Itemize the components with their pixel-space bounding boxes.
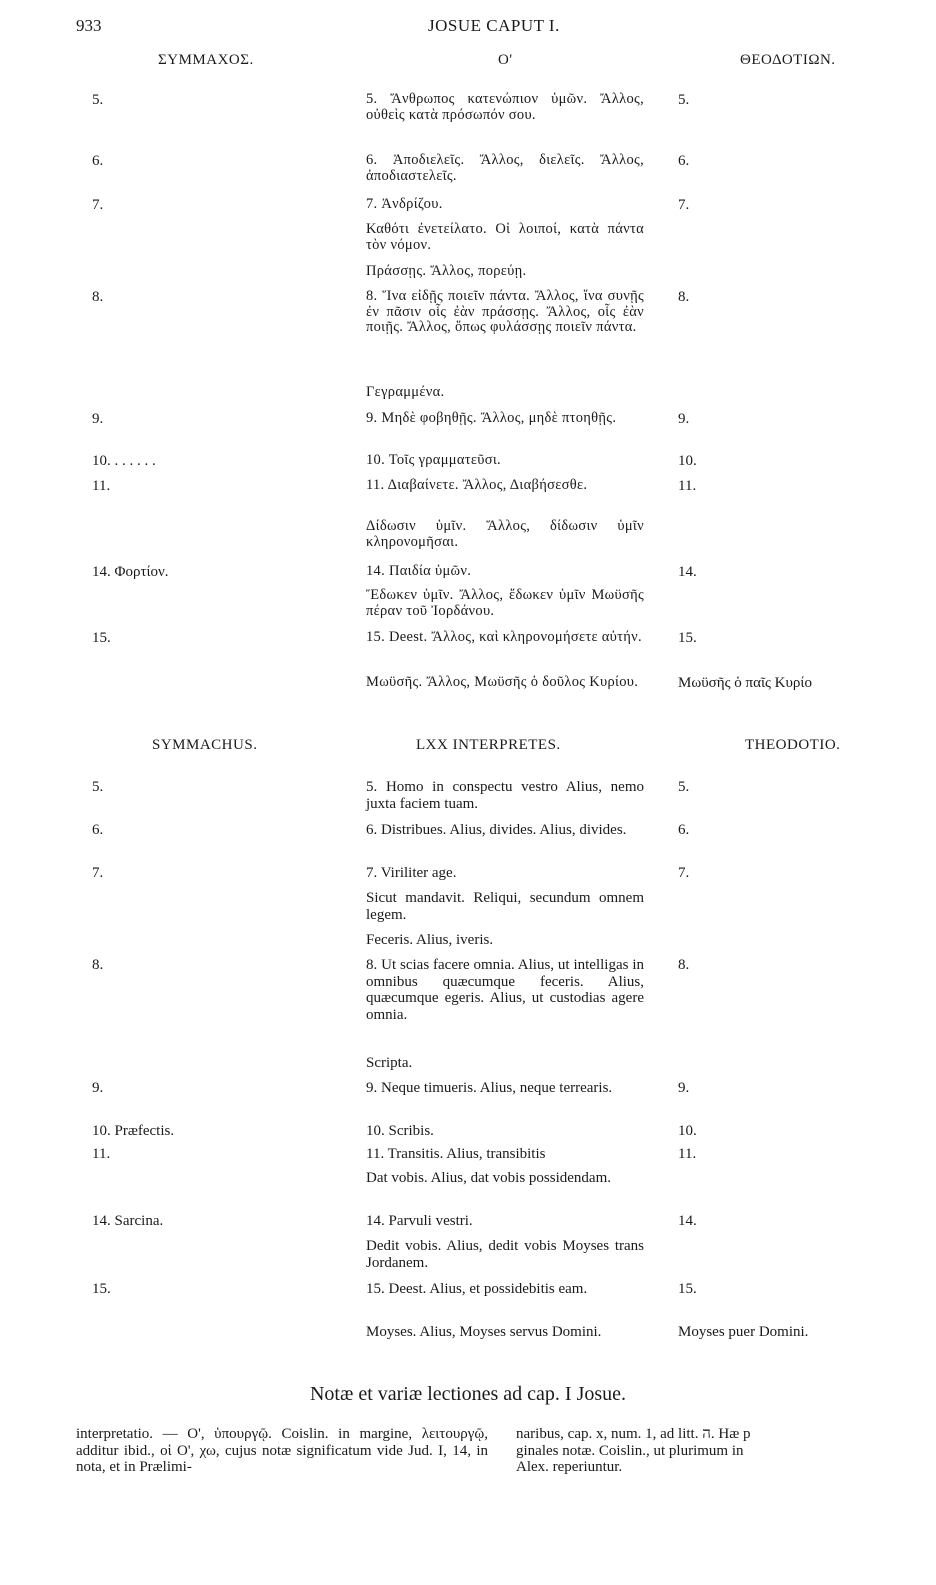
footnote-column-1: interpretatio. — Ο', ὑπουργῷ. Coislin. in margine, λειτουργῷ, additur ibid., οἱ Ο', χω, cujus notæ significatum vide Jud. I, 14, in nota, et in Prælimi- [76, 1426, 488, 1475]
footnote-column-2 [516, 1426, 856, 1476]
footnote-line: Alex. reperiuntur. [516, 1459, 623, 1475]
greek-row-lxx: 8. Ἵνα εἰδῇς ποιεῖν πάντα. Ἄλλος, ἵνα συνῇς ἐν πᾶσιν οἷς ἐὰν πράσσῃς. Ἄλλος, οἷς ἐὰν ποιῇς. Ἄλλος, ὅπως φυλάσσῃς ποιεῖν πάντα. [366, 288, 644, 335]
latin-row-symmachus: 14. Sarcina. [92, 1213, 164, 1229]
greek-row-symmachus: 15. [92, 630, 111, 646]
greek-row-symmachus: 10. . . . . . . [92, 453, 156, 469]
greek-row-lxx: Μωϋσῆς. Ἄλλος, Μωϋσῆς ὁ δοῦλος Κυρίου. [366, 674, 639, 690]
greek-row-lxx: 15. Deest. Ἄλλος, καὶ κληρονομήσετε αὐτήν. [366, 629, 642, 645]
greek-row-symmachus: 8. [92, 289, 104, 305]
latin-row-symmachus: 5. [92, 779, 104, 795]
greek-row-lxx: 6. Ἀποδιελεῖς. Ἄλλος, διελεῖς. Ἄλλος, ἀποδιαστελεῖς. [366, 152, 644, 184]
latin-row-theodotio: 15. [678, 1281, 697, 1297]
greek-row-lxx: 5. Ἄνθρωπος κατενώπιον ὑμῶν. Ἄλλος, οὐθεὶς κατὰ πρόσωπόν σου. [366, 91, 644, 123]
latin-row-theodotio: 11. [678, 1146, 697, 1162]
latin-row-symmachus: 11. [92, 1146, 111, 1162]
footnote-line: ginales notæ. Coislin., ut plurimum in [516, 1442, 744, 1459]
greek-row-theodotion: 15. [678, 630, 697, 646]
latin-row-lxx: Dedit vobis. Alius, dedit vobis Moyses trans Jordanem. [366, 1238, 644, 1271]
greek-row-lxx: 14. Παιδία ὑμῶν. [366, 563, 472, 579]
greek-row-lxx: Πράσσῃς. Ἄλλος, πορεύῃ. [366, 263, 527, 279]
latin-row-theodotio: 10. [678, 1123, 697, 1139]
latin-row-lxx: 14. Parvuli vestri. [366, 1213, 473, 1229]
greek-row-symmachus: 7. [92, 197, 104, 213]
latin-row-theodotio: 6. [678, 822, 690, 838]
latin-row-theodotio: 7. [678, 865, 690, 881]
latin-row-symmachus: 9. [92, 1080, 104, 1096]
greek-row-theodotion: 5. [678, 92, 690, 108]
greek-row-theodotion: 8. [678, 289, 690, 305]
greek-row-theodotion: 11. [678, 478, 697, 494]
greek-row-lxx: 10. Τοῖς γραμματεῦσι. [366, 452, 501, 468]
greek-row-lxx: Δίδωσιν ὑμῖν. Ἄλλος, δίδωσιν ὑμῖν κληρονομῆσαι. [366, 518, 644, 550]
latin-row-lxx: 5. Homo in conspectu vestro Alius, nemo juxta faciem tuam. [366, 779, 644, 812]
latin-row-symmachus: 7. [92, 865, 104, 881]
greek-row-lxx: Ἔδωκεν ὑμῖν. Ἄλλος, ἔδωκεν ὑμῖν Μωϋσῆς πέραν τοῦ Ἰορδάνου. [366, 587, 644, 619]
greek-row-lxx: 9. Μηδὲ φοβηθῇς. Ἄλλος, μηδὲ πτοηθῇς. [366, 410, 617, 426]
latin-header-symmachus: SYMMACHUS. [152, 737, 258, 753]
latin-header-theodotio: THEODOTIO. [745, 737, 841, 753]
greek-row-symmachus: 6. [92, 153, 104, 169]
greek-row-theodotion: 7. [678, 197, 690, 213]
greek-row-lxx: Καθότι ἐνετείλατο. Οἱ λοιποί, κατὰ πάντα τὸν νόμον. [366, 221, 644, 253]
greek-row-theodotion: 6. [678, 153, 690, 169]
latin-row-symmachus: 6. [92, 822, 104, 838]
greek-row-theodotion: 10. [678, 453, 697, 469]
latin-row-lxx: 15. Deest. Alius, et possidebitis eam. [366, 1281, 588, 1297]
latin-row-symmachus: 10. Præfectis. [92, 1123, 175, 1139]
greek-header-symmachus: ΣΥΜΜΑΧΟΣ. [158, 52, 254, 68]
latin-row-lxx: 9. Neque timueris. Alius, neque terrearis. [366, 1080, 613, 1096]
greek-row-lxx: Γεγραμμένα. [366, 384, 445, 400]
latin-row-theodotio: Moyses puer Domini. [678, 1324, 809, 1340]
latin-row-lxx: Scripta. [366, 1055, 413, 1071]
greek-row-lxx: 7. Ἀνδρίζου. [366, 196, 443, 212]
greek-row-theodotion: Μωϋσῆς ὁ παῖς Κυρίο [678, 675, 812, 691]
notes-title: Notæ et variæ lectiones ad cap. I Josue. [309, 1383, 627, 1405]
latin-row-theodotio: 5. [678, 779, 690, 795]
latin-row-theodotio: 8. [678, 957, 690, 973]
running-title: JOSUE CAPUT I. [428, 16, 560, 35]
page-number: 933 [76, 16, 102, 35]
greek-header-lxx: Ο' [498, 52, 513, 68]
greek-row-theodotion: 14. [678, 564, 697, 580]
latin-row-lxx: Feceris. Alius, iveris. [366, 932, 494, 948]
greek-row-symmachus: 11. [92, 478, 111, 494]
footnote-line: naribus, cap. x, num. 1, ad litt. ה. Hæ p [516, 1426, 751, 1442]
latin-row-lxx: 7. Viriliter age. [366, 865, 457, 881]
greek-header-theodotion: ΘΕΟΔΟΤΙΩΝ. [740, 52, 836, 68]
greek-row-symmachus: 14. Φορτίον. [92, 564, 169, 580]
latin-row-lxx: 8. Ut scias facere omnia. Alius, ut intelligas in omnibus quæcumque feceris. Alius, quæcumque egeris. Alius, ut custodias agere omnia. [366, 957, 644, 1023]
latin-row-lxx: Moyses. Alius, Moyses servus Domini. [366, 1324, 602, 1340]
latin-row-lxx: Sicut mandavit. Reliqui, secundum omnem legem. [366, 890, 644, 923]
latin-row-lxx: 6. Distribues. Alius, divides. Alius, divides. [366, 822, 627, 838]
latin-row-theodotio: 14. [678, 1213, 697, 1229]
latin-row-lxx: 11. Transitis. Alius, transibitis [366, 1146, 546, 1162]
latin-row-lxx: Dat vobis. Alius, dat vobis possidendam. [366, 1170, 611, 1186]
greek-row-lxx: 11. Διαβαίνετε. Ἄλλος, Διαβήσεσθε. [366, 477, 588, 493]
latin-header-lxx: LXX INTERPRETES. [416, 737, 561, 753]
latin-row-lxx: 10. Scribis. [366, 1123, 434, 1139]
greek-row-symmachus: 9. [92, 411, 104, 427]
greek-row-theodotion: 9. [678, 411, 690, 427]
greek-row-symmachus: 5. [92, 92, 104, 108]
latin-row-theodotio: 9. [678, 1080, 690, 1096]
latin-row-symmachus: 8. [92, 957, 104, 973]
latin-row-symmachus: 15. [92, 1281, 111, 1297]
